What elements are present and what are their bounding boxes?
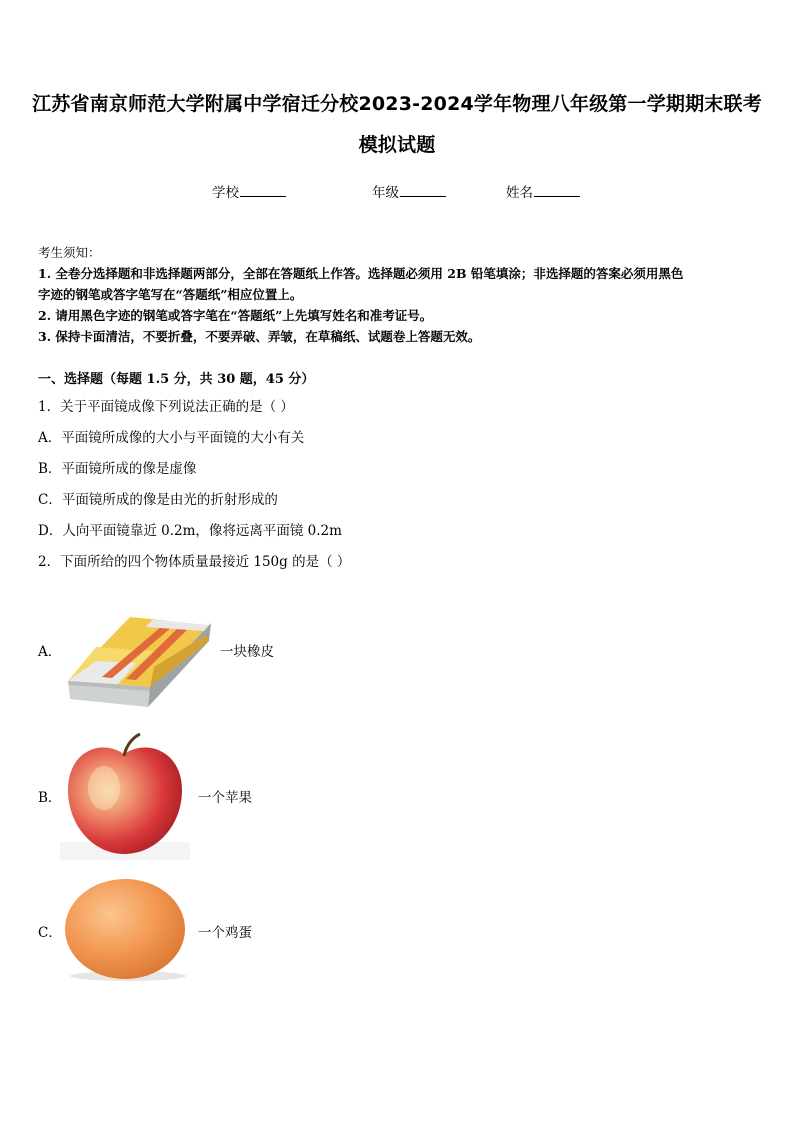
notice-item: 3. 保持卡面清洁，不要折叠，不要弄破、弄皱，在草稿纸、试题卷上答题无效。 [38, 329, 481, 344]
question-1-option-b: B．平面镜所成的像是虚像 [38, 461, 197, 477]
notice-item: 2. 请用黑色字迹的钢笔或答字笔在“答题纸”上先填写姓名和准考证号。 [38, 308, 433, 323]
grade-field [372, 181, 446, 201]
school-blank [240, 184, 286, 197]
question-2-stem: 2．下面所给的四个物体质量最接近 150g 的是（ ） [38, 554, 351, 570]
page-title: 江苏省南京师范大学附属中学宿迁分校2023-2024学年物理八年级第一学期期末联考 [32, 93, 762, 115]
eraser-image [66, 595, 216, 710]
name-blank [534, 184, 580, 197]
grade-label: 年级 [372, 185, 399, 201]
notice-item: 字迹的钢笔或答字笔写在“答题纸”相应位置上。 [38, 287, 303, 302]
school-label: 学校 [212, 185, 239, 201]
school-field [212, 181, 286, 201]
question-1-stem: 1．关于平面镜成像下列说法正确的是（ ） [38, 399, 294, 415]
question-1-option-d: D．人向平面镜靠近 0.2m，像将远离平面镜 0.2m [38, 523, 342, 539]
question-2-option-c-label: 一个鸡蛋 [198, 925, 252, 941]
page-title-line2: 模拟试题 [358, 134, 436, 156]
egg-image [64, 876, 192, 982]
question-1-option-c: C．平面镜所成的像是由光的折射形成的 [38, 492, 278, 508]
section-heading: 一、选择题（每题 1.5 分，共 30 题，45 分） [38, 372, 315, 387]
question-2-option-b-letter: B． [38, 790, 62, 806]
grade-blank [400, 184, 446, 197]
exam-notice [38, 242, 758, 347]
notice-item: 1. 全卷分选择题和非选择题两部分，全部在答题纸上作答。选择题必须用 2B 铅笔填涂；非选择题的答案必须用黑色 [38, 266, 684, 281]
apple-image [60, 730, 190, 860]
name-label: 姓名 [506, 185, 533, 201]
question-2-option-a-label: 一块橡皮 [220, 644, 274, 660]
question-1-option-a: A．平面镜所成像的大小与平面镜的大小有关 [38, 430, 305, 446]
notice-heading: 考生须知： [38, 245, 101, 260]
name-field [506, 181, 580, 201]
question-2-option-a-letter: A． [38, 644, 62, 660]
question-2-option-b-label: 一个苹果 [198, 790, 252, 806]
question-2-option-c-letter: C． [38, 925, 62, 941]
